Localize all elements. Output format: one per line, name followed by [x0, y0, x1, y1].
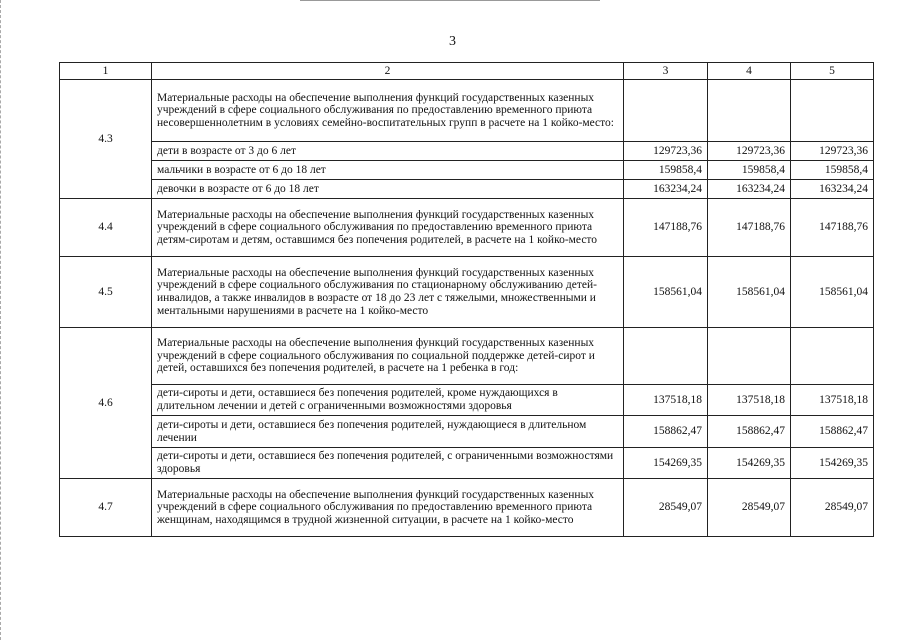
- table-row: [60, 142, 874, 161]
- value-col-5: 137518,18: [791, 385, 874, 416]
- value-col-4: 129723,36: [708, 142, 791, 161]
- table-row: [60, 448, 874, 479]
- row-title: Материальные расходы на обеспечение выполнения функций государственных казенных учреждений в сфере социального обслуживания по предоставлению временного приюта несовершеннолетним в условиях семейно-воспитательных групп в расчете на 1 койко-место:: [152, 80, 624, 142]
- table-row: [60, 199, 874, 257]
- value-col-4: 158561,04: [708, 257, 791, 328]
- row-label: дети-сироты и дети, оставшиеся без попечения родителей, с ограниченными возможностями здоровья: [152, 448, 624, 479]
- header-col-3: 3: [624, 63, 708, 80]
- top-rule: [300, 0, 600, 1]
- row-label: дети-сироты и дети, оставшиеся без попечения родителей, нуждающиеся в длительном лечении: [152, 416, 624, 448]
- header-col-4: 4: [708, 63, 791, 80]
- table-row: [60, 479, 874, 537]
- table-row: [60, 328, 874, 385]
- table-row: [60, 416, 874, 448]
- value-col-3: 137518,18: [624, 385, 708, 416]
- empty-cell: [791, 80, 874, 142]
- row-code: 4.3: [60, 80, 152, 199]
- page-edge-line: [0, 0, 1, 640]
- row-code: 4.6: [60, 328, 152, 479]
- value-col-3: 158862,47: [624, 416, 708, 448]
- value-col-3: 163234,24: [624, 180, 708, 199]
- value-col-4: 158862,47: [708, 416, 791, 448]
- row-label: мальчики в возрасте от 6 до 18 лет: [152, 161, 624, 180]
- row-label: дети в возрасте от 3 до 6 лет: [152, 142, 624, 161]
- page-number: 3: [449, 34, 456, 49]
- empty-cell: [708, 328, 791, 385]
- row-title: Материальные расходы на обеспечение выполнения функций государственных казенных учреждений в сфере социального обслуживания по стационарному обслуживанию детей-инвалидов, а также инвалидов в возрасте от 18 до 23 лет с тяжелыми, множественными и ментальными нарушениями в расчете на 1 койко-место: [152, 257, 624, 328]
- row-code: 4.5: [60, 257, 152, 328]
- value-col-4: 159858,4: [708, 161, 791, 180]
- value-col-3: 28549,07: [624, 479, 708, 537]
- empty-cell: [624, 328, 708, 385]
- empty-cell: [624, 80, 708, 142]
- value-col-3: 147188,76: [624, 199, 708, 257]
- value-col-3: 159858,4: [624, 161, 708, 180]
- table-row: [60, 161, 874, 180]
- value-col-4: 154269,35: [708, 448, 791, 479]
- row-title: Материальные расходы на обеспечение выполнения функций государственных казенных учреждений в сфере социального обслуживания по предоставлению временного приюта детям-сиротам и детям, оставшимся без попечения родителей, в расчете на 1 койко-место: [152, 199, 624, 257]
- value-col-5: 158862,47: [791, 416, 874, 448]
- table-row: [60, 180, 874, 199]
- row-title: Материальные расходы на обеспечение выполнения функций государственных казенных учреждений в сфере социального обслуживания по предоставлению временного приюта женщинам, находящимся в трудной жизненной ситуации, в расчете на 1 койко-место: [152, 479, 624, 537]
- value-col-4: 137518,18: [708, 385, 791, 416]
- value-col-4: 28549,07: [708, 479, 791, 537]
- value-col-5: 158561,04: [791, 257, 874, 328]
- value-col-5: 163234,24: [791, 180, 874, 199]
- value-col-5: 159858,4: [791, 161, 874, 180]
- header-col-1: 1: [60, 63, 152, 80]
- header-col-5: 5: [791, 63, 874, 80]
- table-header-row: [60, 63, 874, 80]
- header-col-2: 2: [152, 63, 624, 80]
- value-col-3: 129723,36: [624, 142, 708, 161]
- value-col-3: 154269,35: [624, 448, 708, 479]
- value-col-5: 129723,36: [791, 142, 874, 161]
- expenses-table: [59, 62, 874, 537]
- value-col-5: 28549,07: [791, 479, 874, 537]
- table-row: [60, 257, 874, 328]
- value-col-5: 154269,35: [791, 448, 874, 479]
- row-code: 4.4: [60, 199, 152, 257]
- value-col-3: 158561,04: [624, 257, 708, 328]
- value-col-4: 163234,24: [708, 180, 791, 199]
- row-label: дети-сироты и дети, оставшиеся без попечения родителей, кроме нуждающихся в длительном лечении и детей с ограниченными возможностями здоровья: [152, 385, 624, 416]
- empty-cell: [708, 80, 791, 142]
- row-title: Материальные расходы на обеспечение выполнения функций государственных казенных учреждений в сфере социального обслуживания по социальной поддержке детей-сирот и детей, оставшихся без попечения родителей, в расчете на 1 ребенка в год:: [152, 328, 624, 385]
- value-col-4: 147188,76: [708, 199, 791, 257]
- value-col-5: 147188,76: [791, 199, 874, 257]
- row-code: 4.7: [60, 479, 152, 537]
- table-row: [60, 385, 874, 416]
- table-row: [60, 80, 874, 142]
- row-label: девочки в возрасте от 6 до 18 лет: [152, 180, 624, 199]
- empty-cell: [791, 328, 874, 385]
